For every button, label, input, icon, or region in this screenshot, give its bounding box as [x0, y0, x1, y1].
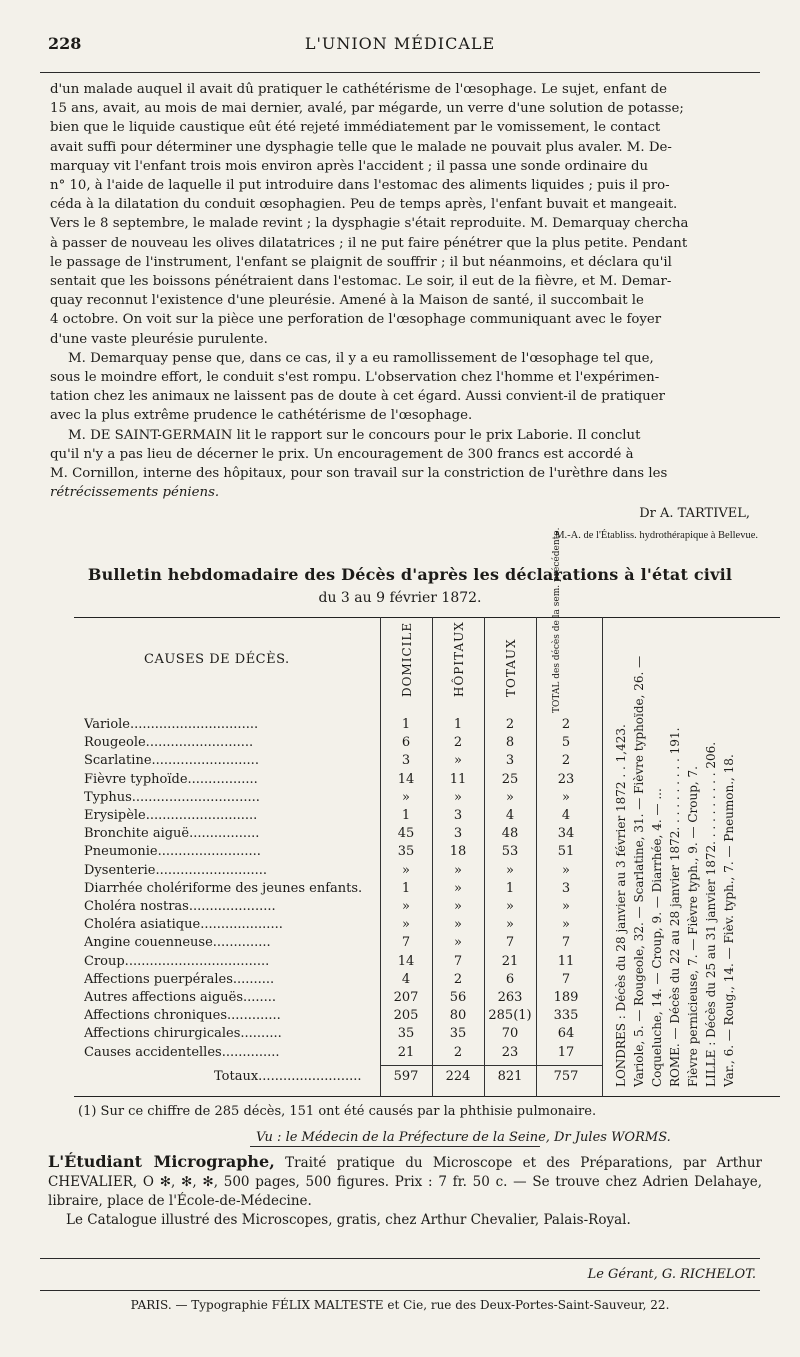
table-cell: »	[454, 917, 462, 933]
article-line: quay reconnut l'existence d'une pleurésie. Amené à la Maison de santé, il succombait le	[50, 293, 644, 309]
table-cell: »	[402, 917, 410, 933]
table-cell: »	[506, 789, 514, 805]
table-cell: 1	[401, 880, 411, 896]
causes-header: CAUSES DE DÉCÈS.	[144, 652, 290, 667]
table-cell: 4	[561, 808, 571, 823]
article-line: d'une vaste pleurésie purulente.	[50, 331, 268, 347]
table-cell: 35	[397, 1026, 415, 1042]
total-previous: 757	[553, 1069, 579, 1084]
table-cell: 35	[449, 1026, 467, 1042]
total-totaux: 821	[497, 1069, 523, 1084]
article-line: Vers le 8 septembre, le malade revint ; la dysphagie s'était reproduite. M. Demarquay chercha	[50, 216, 689, 232]
author-signature: Dr A. TARTIVEL,	[639, 506, 750, 521]
article-line: bien que le liquide caustique eût été rejeté immédiatement par le vomissement, le contact	[50, 120, 661, 136]
table-cell: 34	[557, 826, 575, 842]
table-cell: »	[402, 862, 410, 878]
separator-rule	[250, 1146, 540, 1147]
article-line: 15 ans, avait, au mois de mai dernier, avalé, par mégarde, un verre d'une solution de potasse;	[50, 101, 684, 117]
article-line: qu'il n'y a pas lieu de décerner le prix. Un encouragement de 300 francs est accordé à	[50, 446, 634, 462]
table-cell: »	[506, 917, 514, 933]
table-cell: 14	[397, 953, 415, 969]
table-cell: 18	[449, 844, 467, 860]
table-row-label: Typhus...............................	[84, 789, 260, 805]
running-title: L'UNION MÉDICALE	[304, 34, 496, 53]
table-cell: »	[562, 862, 570, 878]
bulletin-title: Bulletin hebdomadaire des Décès d'après les déclarations à l'état civil	[87, 565, 733, 584]
table-cell: »	[562, 789, 570, 805]
table-row-label: Diarrhée cholériforme des jeunes enfants.	[84, 880, 363, 896]
table-cell: 1	[505, 880, 515, 896]
table-cell: »	[402, 789, 410, 805]
table-cell: 1	[401, 717, 411, 732]
table-cell: »	[562, 917, 570, 933]
table-cell: »	[454, 789, 462, 805]
table-cell: 56	[449, 990, 467, 1005]
table-cell: 25	[501, 771, 519, 787]
page-number: 228	[48, 34, 82, 53]
col-header-totaux: TOTAUX	[504, 638, 518, 697]
table-cell: 64	[557, 1026, 575, 1042]
header-rule	[40, 72, 760, 73]
advertisement	[48, 1152, 762, 1230]
ad-catalogue: Le Catalogue illustré des Microscopes, gratis, chez Arthur Chevalier, Palais-Royal.	[66, 1212, 631, 1228]
article-line: sous le moindre effort, le conduit s'est rompu. L'observation chez l'homme et l'expérimen-	[50, 370, 660, 386]
bulletin-dates: du 3 au 9 février 1872.	[318, 590, 482, 606]
table-cell: 8	[505, 735, 515, 751]
table-row-label: Causes accidentelles..............	[84, 1044, 280, 1060]
table-cell: 263	[497, 990, 523, 1005]
printer-imprint: PARIS. — Typographie FÉLIX MALTESTE et Cie, rue des Deux-Portes-Saint-Sauveur, 22.	[130, 1298, 670, 1312]
gerant-signature: Le Gérant, G. RICHELOT.	[587, 1267, 756, 1282]
table-footnote: (1) Sur ce chiffre de 285 décès, 151 ont été causés par la phthisie pulmonaire.	[78, 1104, 597, 1119]
table-cell: 80	[449, 1008, 467, 1024]
table-cell: 7	[453, 953, 463, 969]
article-line: rétrécissements péniens.	[50, 485, 220, 501]
table-cell: 6	[505, 971, 515, 987]
table-cell: 4	[505, 808, 515, 823]
article-body	[50, 80, 762, 502]
col-divider	[536, 617, 537, 1097]
table-cell: 11	[449, 771, 467, 787]
table-row-label: Affections chirurgicales..........	[84, 1026, 282, 1042]
table-row-label: Croup...................................	[84, 953, 270, 969]
col-divider	[602, 617, 603, 1097]
table-cell: 2	[453, 971, 463, 987]
table-bottom-rule	[74, 1096, 780, 1097]
table-cell: »	[454, 880, 462, 896]
table-cell: 189	[553, 990, 579, 1005]
side-note-line: Fièvre pernicieuse, 7. — Fièvre typh., 9. — Croup, 7.	[686, 766, 700, 1087]
article-line: marquay vit l'enfant trois mois environ après l'accident ; il passa une sonde ordinaire du	[50, 158, 649, 174]
article-line: d'un malade auquel il avait dû pratiquer le cathétérisme de l'œsophage. Le sujet, enfant de	[50, 82, 667, 97]
total-hopitaux: 224	[445, 1069, 471, 1084]
side-note-line: LONDRES : Décès du 28 janvier au 3 février 1872 . . 1,423.	[614, 724, 628, 1087]
article-line: tation chez les animaux ne laissent pas de doute à cet égard. Aussi convient-il de pratiquer	[50, 389, 665, 405]
table-cell: 7	[505, 935, 515, 951]
article-line: céda à la dilatation du conduit œsophagien. Peu de temps après, l'enfant buvait et mangeait.	[50, 197, 678, 213]
table-row-label: Erysipèle...........................	[84, 808, 258, 823]
table-row-label: Affections puerpérales..........	[84, 971, 275, 987]
table-cell: 5	[561, 735, 571, 751]
table-cell: 45	[397, 826, 415, 842]
table-row-label: Bronchite aiguë.................	[84, 826, 260, 842]
totals-label: Totaux.........................	[214, 1069, 362, 1084]
author-affiliation: M.-A. de l'Établiss. hydrothérapique à Bellevue.	[555, 530, 758, 541]
table-cell: 335	[553, 1008, 579, 1024]
side-note-line: LILLE : Décès du 25 au 31 janvier 1872. . . . . . . . . . 206.	[704, 741, 718, 1087]
table-cell: 51	[557, 844, 575, 860]
article-line: M. DE SAINT-GERMAIN lit le rapport sur le concours pour le prix Laborie. Il conclut	[68, 427, 641, 443]
table-row-label: Fièvre typhoïde.................	[84, 771, 258, 787]
table-cell: 1	[401, 808, 411, 823]
table-cell: 3	[561, 880, 571, 896]
table-cell: 35	[397, 844, 415, 860]
table-cell: 7	[561, 935, 571, 951]
table-cell: »	[506, 862, 514, 878]
table-cell: 7	[561, 971, 571, 987]
page-header	[48, 30, 752, 64]
table-row-label: Choléra nostras.....................	[84, 899, 276, 914]
article-line: le passage de l'instrument, l'enfant se plaignit de souffrir ; il but néanmoins, et déclara qu'il	[50, 254, 672, 270]
table-cell: 2	[453, 735, 463, 751]
table-cell: 3	[505, 753, 515, 769]
table-top-rule	[74, 617, 780, 618]
total-domicile: 597	[393, 1069, 419, 1084]
table-cell: 21	[397, 1044, 415, 1060]
col-header-domicile: DOMICILE	[400, 621, 414, 697]
table-cell: 2	[561, 717, 571, 732]
table-cell: 17	[557, 1044, 575, 1060]
article-line: à passer de nouveau les olives dilatatrices ; il ne put faire pénétrer que la plus petite. Pendant	[50, 235, 688, 251]
side-note-line: Var., 6. — Roug., 14. — Fièv. typh., 7. — Pneumon., 18.	[722, 754, 736, 1087]
ad-text: Traité pratique du Microscope et des Préparations, par Arthur CHEVALIER, O ✻, ✻, ✻, 500 pages, 500 figures. Prix : 7 fr. 50 c. — Se trouve chez Adrien Delahaye, libraire, place de l'École-de-Médecine.	[48, 1155, 763, 1209]
side-note-line: Variole, 5. — Rougeole, 32. — Scarlatine, 31. — Fièvre typhoïde, 26. —	[632, 655, 646, 1087]
table-cell: »	[454, 935, 462, 951]
table-cell: 53	[501, 844, 519, 860]
article-line: M. Cornillon, interne des hôpitaux, pour son travail sur la constriction de l'urèthre dans les	[50, 466, 668, 482]
table-cell: 2	[561, 753, 571, 769]
approval-line: Vu : le Médecin de la Préfecture de la Seine, Dr Jules WORMS.	[256, 1130, 671, 1145]
table-cell: 11	[557, 953, 575, 969]
totals-rule	[380, 1065, 602, 1066]
table-cell: »	[454, 899, 462, 914]
table-cell: 2	[453, 1044, 463, 1060]
ad-brand: L'Étudiant Micrographe,	[48, 1152, 275, 1171]
table-row-label: Autres affections aiguës........	[84, 990, 277, 1005]
table-cell: 21	[501, 953, 519, 969]
article-line: avec la plus extrême prudence le cathétérisme de l'œsophage.	[50, 408, 473, 424]
article-line: avait suffi pour déterminer une dysphagie telle que le malade ne pouvait plus avaler. M. De-	[50, 139, 672, 155]
table-row-label: Pneumonie.........................	[84, 844, 261, 860]
table-cell: »	[506, 899, 514, 914]
table-row-label: Variole...............................	[84, 717, 259, 732]
col-header-previous-week: TOTAL des décès de la sem. précédente.	[552, 527, 562, 713]
table-cell: 23	[557, 771, 575, 787]
article-line: M. Demarquay pense que, dans ce cas, il y a eu ramollissement de l'œsophage tel que,	[68, 350, 654, 366]
table-cell: 7	[401, 935, 411, 951]
table-row-label: Angine couenneuse..............	[84, 935, 271, 951]
col-header-hopitaux: HÔPITAUX	[452, 621, 466, 697]
article-line: sentait que les boissons pénétraient dans l'estomac. Le soir, il eut de la fièvre, et M. Demar-	[50, 274, 672, 290]
table-cell: 2	[505, 717, 515, 732]
table-cell: 285(1)	[488, 1008, 532, 1024]
footer-rule-2	[40, 1290, 760, 1291]
side-note-line: ROME. — Décès du 22 au 28 janvier 1872. . . . . . . . . . 191.	[668, 727, 682, 1087]
table-cell: 3	[453, 808, 463, 823]
side-note	[612, 627, 738, 1087]
footer-rule	[40, 1258, 760, 1259]
table-cell: 48	[501, 826, 519, 842]
table-cell: 1	[453, 717, 463, 732]
table-cell: 207	[393, 990, 419, 1005]
article-line: n° 10, à l'aide de laquelle il put introduire dans l'estomac des aliments liquides ; puis il pro-	[50, 178, 670, 194]
table-cell: 23	[501, 1044, 519, 1060]
table-cell: 3	[401, 753, 411, 769]
table-row-label: Affections chroniques.............	[84, 1008, 281, 1024]
article-line: 4 octobre. On voit sur la pièce une perforation de l'œsophage communiquant avec le foyer	[50, 312, 662, 328]
table-cell: 4	[401, 971, 411, 987]
table-cell: »	[454, 753, 462, 769]
table-cell: 3	[453, 826, 463, 842]
table-row-label: Dysenterie...........................	[84, 862, 268, 878]
side-note-line: Coqueluche, 14. — Croup, 9. — Diarrhée, 4. — ...	[650, 788, 664, 1087]
table-cell: 70	[501, 1026, 519, 1042]
table-cell: 14	[397, 771, 415, 787]
table-cell: 6	[401, 735, 411, 751]
table-row-label: Rougeole..........................	[84, 735, 254, 751]
table-cell: 205	[393, 1008, 419, 1024]
table-row-label: Choléra asiatique....................	[84, 917, 283, 933]
table-cell: »	[562, 899, 570, 914]
table-row-label: Scarlatine..........................	[84, 753, 259, 769]
table-cell: »	[402, 899, 410, 914]
table-cell: »	[454, 862, 462, 878]
